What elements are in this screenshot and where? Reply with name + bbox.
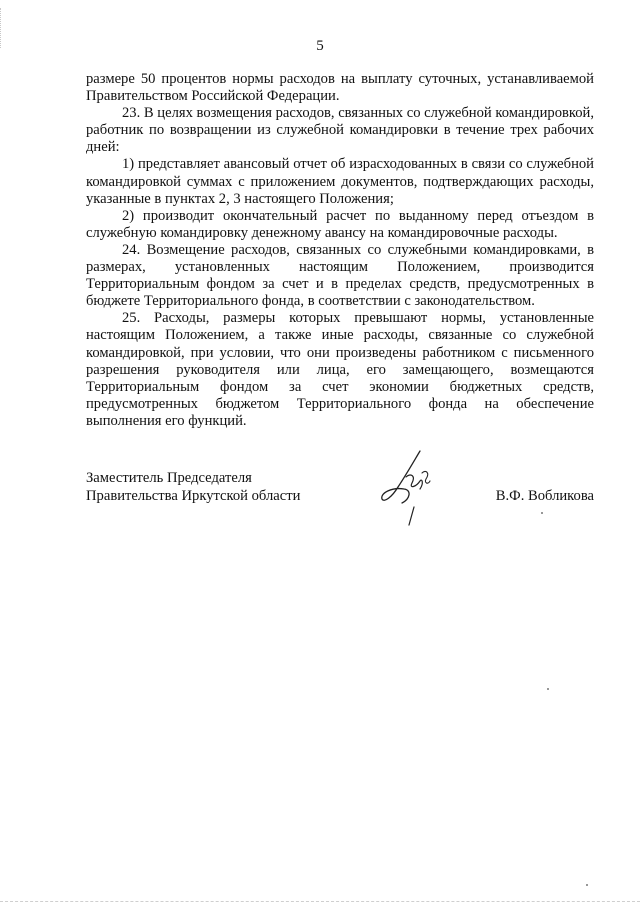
signer-position (86, 469, 300, 505)
paragraph-23-item-1: 1) представляет авансовый отчет об израсходованных в связи со служебной командировкой суммах с приложением документов, подтверждающих расходы, указанные в пунктах 2, 3 настоящего Положения; (86, 156, 594, 207)
paragraph-23: 23. В целях возмещения расходов, связанных со служебной командировкой, работник по возвращении из служебной командировки в течение трех рабочих дней: (86, 105, 594, 156)
scan-speck (586, 884, 588, 886)
paragraph-25: 25. Расходы, размеры которых превышают нормы, установленные настоящим Положением, а также иные расходы, связанные со служебной командировкой, при условии, что они произведены работником с письменного разрешения руководителя или лица, его замещающего, возмещаются Территориальным фондом за счет экономии бюджетных средств, предусмотренных бюджетом Территориального фонда на обеспечение выполнения его функций. (86, 310, 594, 429)
signer-position-line-2: Правительства Иркутской области (86, 488, 301, 504)
signer-position-line-1: Заместитель Председателя (86, 470, 252, 486)
page-number: 5 (316, 38, 324, 54)
paragraph-23-item-2: 2) производит окончательный расчет по выданному перед отъездом в служебную командировку денежному авансу на командировочные расходы. (86, 207, 594, 241)
signature-block (86, 469, 594, 529)
scan-edge-line (0, 901, 640, 902)
paragraph-continuation: размере 50 процентов нормы расходов на выплату суточных, устанавливаемой Правительством Российской Федерации. (86, 71, 594, 105)
handwritten-signature (376, 447, 446, 531)
scan-speck (541, 512, 543, 514)
paragraph-24: 24. Возмещение расходов, связанных со служебными командировками, в размерах, установленных настоящим Положением, производится Территориальным фондом за счет и в пределах средств, предусмотренных в бюджете Территориального фонда, в соответствии с законодательством. (86, 241, 594, 310)
scan-speck (547, 688, 549, 690)
document-body (86, 71, 594, 430)
signer-name: В.Ф. Вобликова (495, 488, 594, 504)
